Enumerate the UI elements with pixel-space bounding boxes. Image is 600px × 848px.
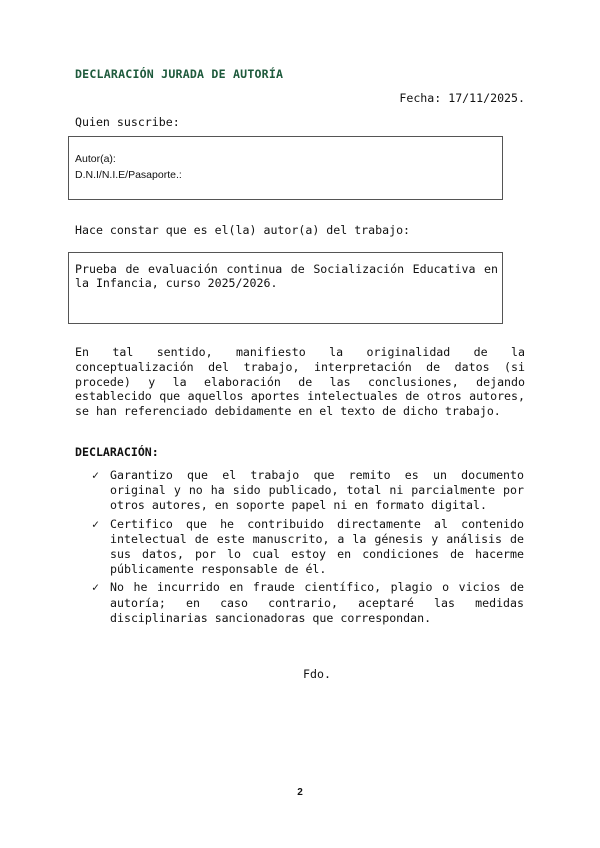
hace-constar-label: Hace constar que es el(la) autor(a) del trabajo: (75, 223, 411, 237)
quien-suscribe-label: Quien suscribe: (75, 115, 180, 129)
originality-paragraph: En tal sentido, manifiesto la originalidad de la conceptualización del trabajo, interpretación de datos (si procede) y la elaboración de las conclusiones, dejando establecido que aquellos aportes intelectuales de otros autores, se han referenciado debidamente en el texto de dicho trabajo. (75, 345, 525, 419)
check-icon: ✓ (92, 580, 99, 595)
author-box (68, 136, 503, 200)
list-item-text: Certifico que he contribuido directamente al contenido intelectual de este manuscrito, a la génesis y análisis de sus datos, por lo cual estoy en condiciones de hacerme públicamente responsable de él. (110, 516, 524, 577)
page-number: 2 (297, 787, 303, 798)
document-title: DECLARACIÓN JURADA DE AUTORÍA (75, 67, 284, 81)
list-item (92, 468, 524, 514)
check-icon: ✓ (92, 516, 99, 531)
list-item (92, 580, 524, 626)
list-item (92, 517, 524, 578)
check-icon: ✓ (92, 468, 99, 482)
work-title-box (68, 252, 503, 324)
declaration-list (92, 468, 524, 629)
list-item-text: Garantizo que el trabajo que remito es un documento original y no ha sido publicado, total ni parcialmente por otros autores, en soporte papel ni en formato digital. (110, 468, 524, 513)
list-item-text: No he incurrido en fraude científico, plagio o vicios de autoría; en caso contrario, aceptaré las medidas disciplinarias sancionadoras que correspondan. (110, 580, 524, 625)
work-title: Prueba de evaluación continua de Socialización Educativa en la Infancia, curso 2025/2026. (75, 262, 498, 290)
id-document-label: D.N.I/N.I.E/Pasaporte.: (75, 169, 182, 181)
declaration-heading: DECLARACIÓN: (75, 445, 159, 459)
signature-label: Fdo. (303, 667, 331, 681)
author-label: Autor(a): (75, 153, 116, 165)
date: Fecha: 17/11/2025. (399, 91, 525, 105)
